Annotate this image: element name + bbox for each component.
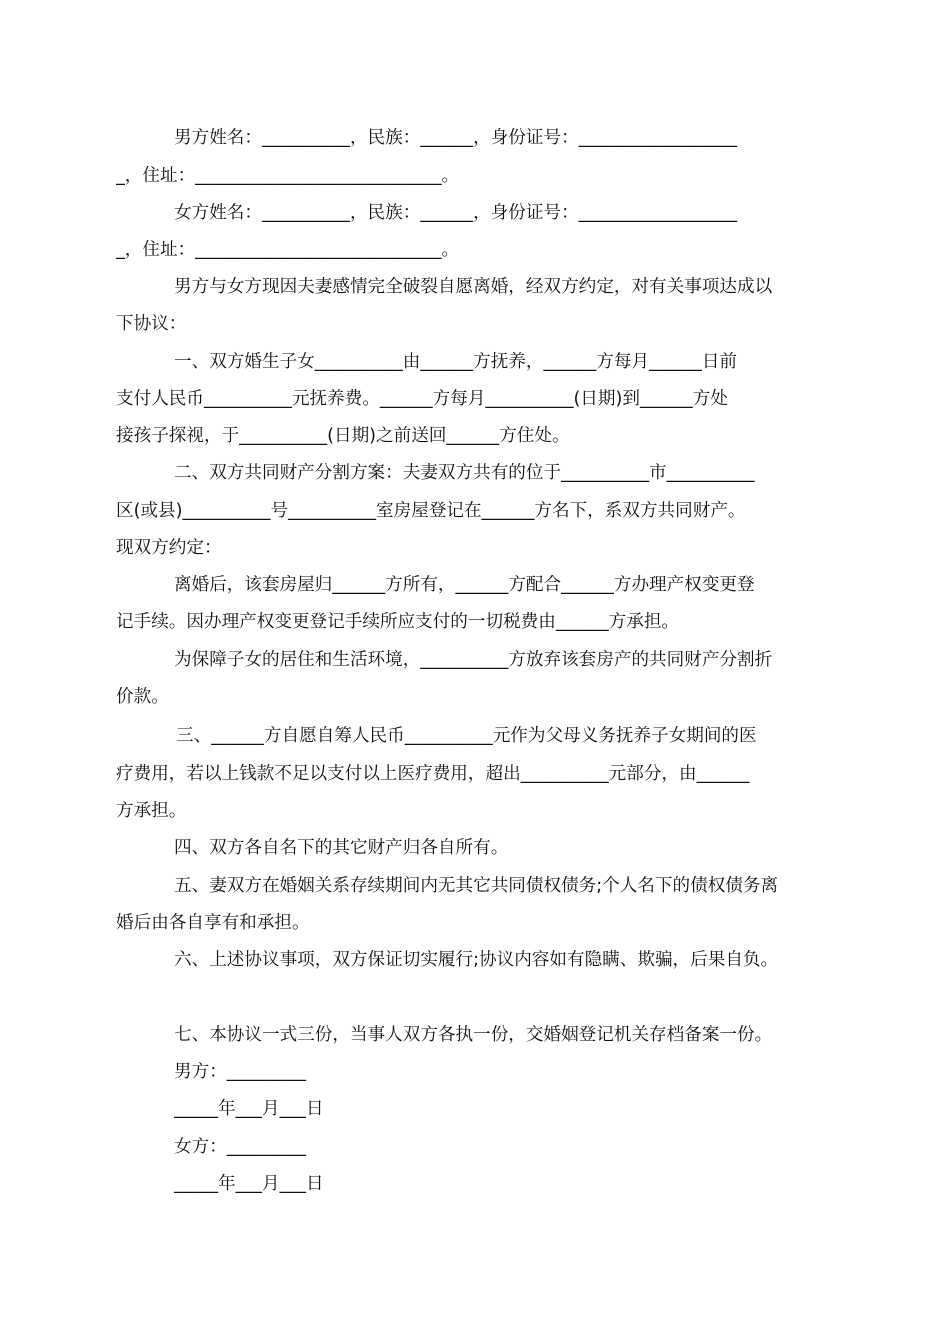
clause-2-waiver-line-2: 价款。 — [116, 687, 169, 707]
male-name-line: 男方姓名：__________，民族：______，身份证号：__________________ — [174, 128, 738, 148]
preamble-line-2: 下协议： — [116, 314, 187, 334]
clause-6-line: 六、上述协议事项，双方保证切实履行;协议内容如有隐瞒、欺骗，后果自负。 — [174, 950, 779, 970]
clause-3-line-1: 三、______方自愿自筹人民币__________元作为父母义务抚养子女期间的医 — [176, 726, 757, 746]
clause-7-line: 七、本协议一式三份，当事人双方各执一份，交婚姻登记机关存档备案一份。 — [174, 1025, 773, 1045]
clause-1-line-1: 一、双方婚生子女__________由______方抚养，______方每月______日前 — [174, 352, 738, 372]
clause-3-line-3: 方承担。 — [116, 801, 187, 821]
clause-5-line-2: 婚后由各自享有和承担。 — [116, 913, 310, 933]
clause-2-line-2: 区(或县)__________号__________室房屋登记在______方名下，系双方共同财产。 — [116, 501, 746, 521]
female-date-line: _____年___月___日 — [174, 1174, 324, 1194]
male-address-line: _，住址：____________________________。 — [116, 166, 460, 186]
clause-2-house-line-1: 离婚后，该套房屋归______方所有，______方配合______方办理产权变更登 — [174, 575, 755, 595]
preamble-line-1: 男方与女方现因夫妻感情完全破裂自愿离婚，经双方约定，对有关事项达成以 — [174, 277, 773, 297]
male-signature-line: 男方：_________ — [174, 1062, 306, 1082]
clause-2-waiver-line-1: 为保障子女的居住和生活环境，__________方放弃该套房产的共同财产分割折 — [174, 650, 773, 670]
clause-3-line-2: 疗费用，若以上钱款不足以支付以上医疗费用，超出__________元部分，由______ — [116, 764, 750, 784]
clause-4-line: 四、双方各自名下的其它财产归各自所有。 — [174, 838, 509, 858]
clause-2-line-1: 二、双方共同财产分割方案：夫妻双方共有的位于__________市__________ — [174, 463, 755, 483]
clause-5-line-1: 五、妻双方在婚姻关系存续期间内无其它共同债权债务;个人名下的债权债务离 — [174, 876, 779, 896]
clause-2-house-line-2: 记手续。因办理产权变更登记手续所应支付的一切税费由______方承担。 — [116, 612, 680, 632]
female-address-line: _，住址：____________________________。 — [116, 240, 460, 260]
clause-1-line-2: 支付人民币__________元抚养费。______方每月__________(日期)到______方处 — [116, 389, 728, 409]
clause-1-line-3: 接孩子探视，于__________(日期)之前送回______方住处。 — [116, 426, 570, 446]
male-date-line: _____年___月___日 — [174, 1099, 324, 1119]
female-name-line: 女方姓名：__________，民族：______，身份证号：__________________ — [174, 203, 738, 223]
female-signature-line: 女方：_________ — [174, 1137, 306, 1157]
clause-2-line-3: 现双方约定： — [116, 538, 222, 558]
